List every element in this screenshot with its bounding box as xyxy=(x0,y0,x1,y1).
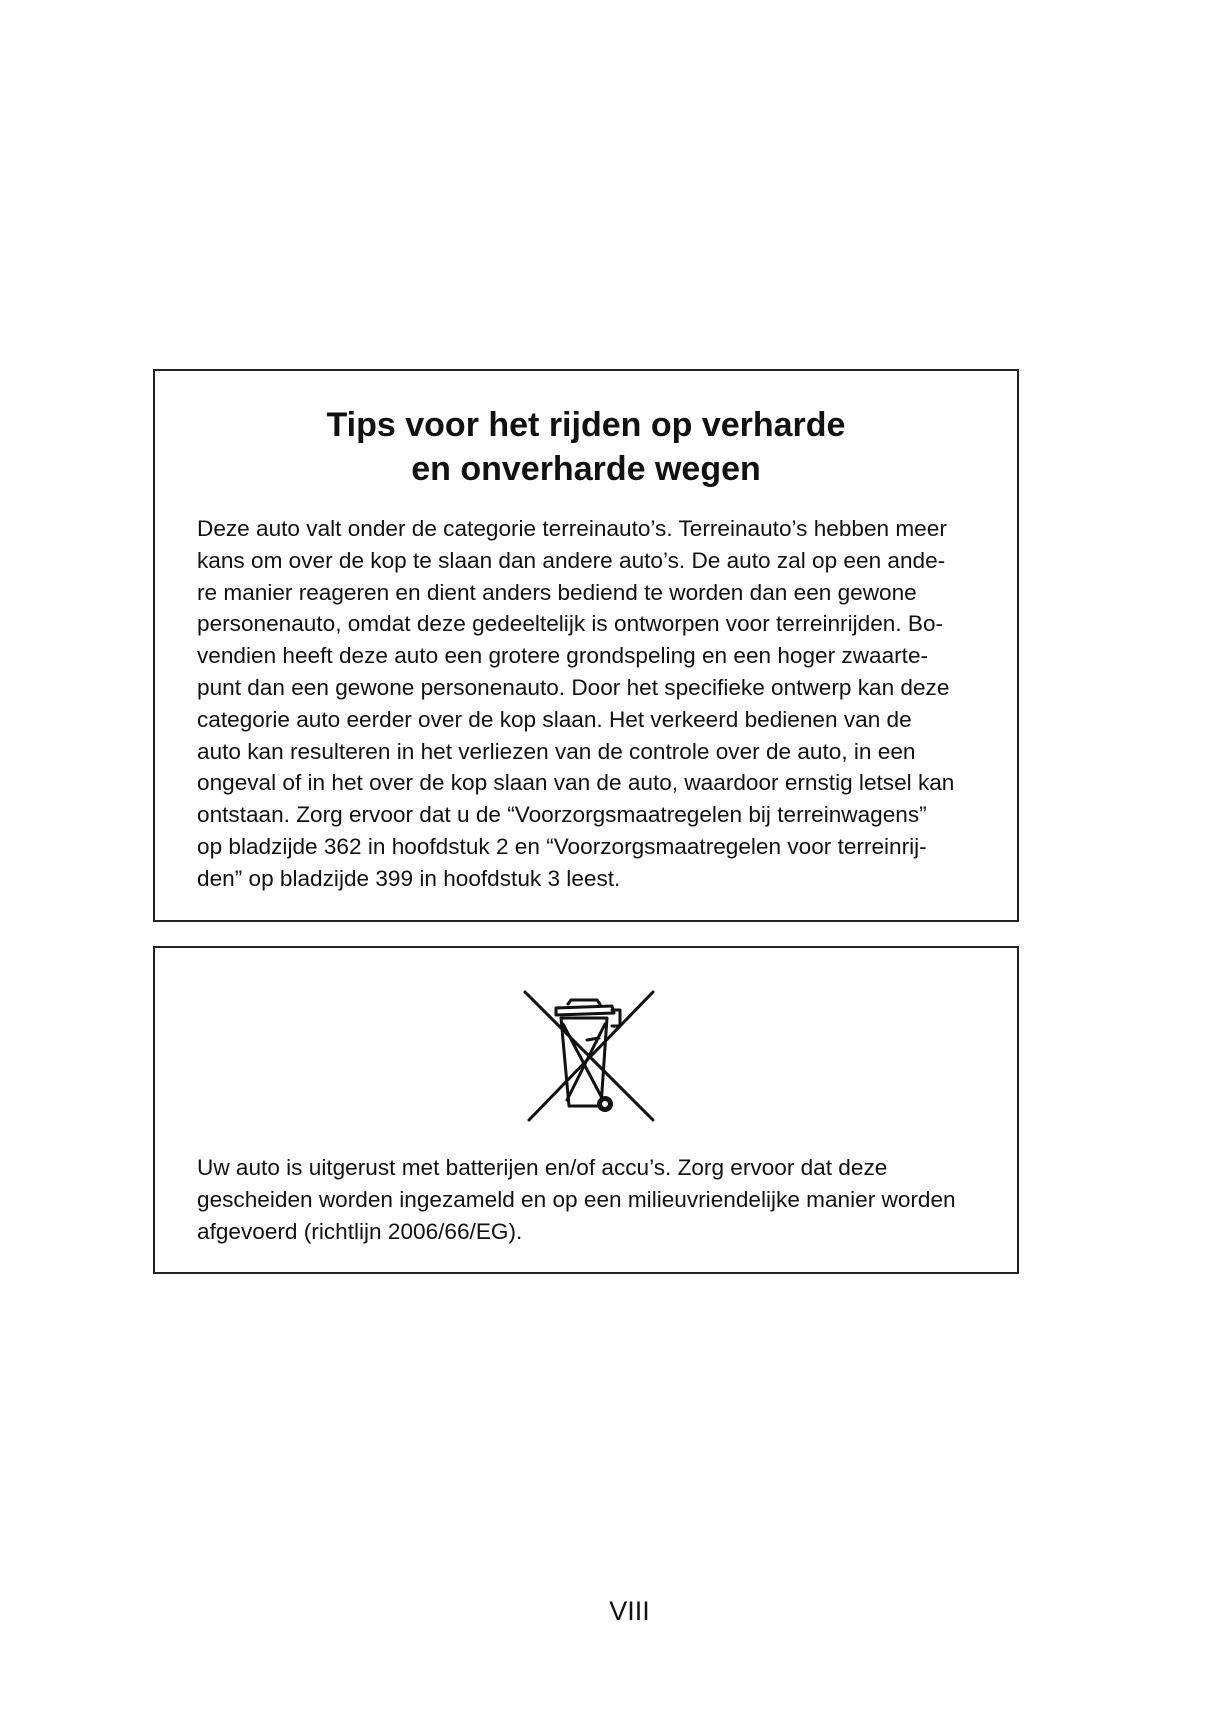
crossed-out-wheelie-bin-icon xyxy=(521,988,657,1124)
offroad-tips-box xyxy=(153,369,1019,922)
battery-disposal-body: Uw auto is uitgerust met batterijen en/of accu’s. Zorg ervoor dat deze gescheiden worden ingezameld en op een milieuvriendelijke manier worden afgevoerd (richtlijn 2006/66/EG). xyxy=(197,1155,956,1244)
page-number: VIII xyxy=(609,1596,650,1626)
offroad-tips-title-line2: en onverharde wegen xyxy=(411,450,761,488)
battery-disposal-box xyxy=(153,946,1019,1274)
offroad-tips-body: Deze auto valt onder de categorie terreinauto’s. Terreinauto’s hebben meer kans om over de kop te slaan dan andere auto’s. De auto zal op een ande- re manier reageren en dient anders bediend te worden dan een gewone personenauto, omdat deze gedeeltelijk is ontworpen voor terreinrijden. Bo- vendien heeft deze auto een grotere grondspeling en een hoger zwaarte- punt dan een gewone personenauto. Door het specifieke ontwerp kan deze categorie auto eerder over de kop slaan. Het verkeerd bedienen van de auto kan resulteren in het verliezen van de controle over de auto, in een ongeval of in het over de kop slaan van de auto, waardoor ernstig letsel kan ontstaan. Zorg ervoor dat u de “Voorzorgsmaatregelen bij terreinwagens” op bladzijde 362 in hoofdstuk 2 en “Voorzorgsmaatregelen voor terreinrij- den” op bladzijde 399 in hoofdstuk 3 leest. xyxy=(197,516,955,891)
offroad-tips-title xyxy=(155,403,1017,491)
offroad-tips-title-line1: Tips voor het rijden op verharde xyxy=(326,406,846,444)
